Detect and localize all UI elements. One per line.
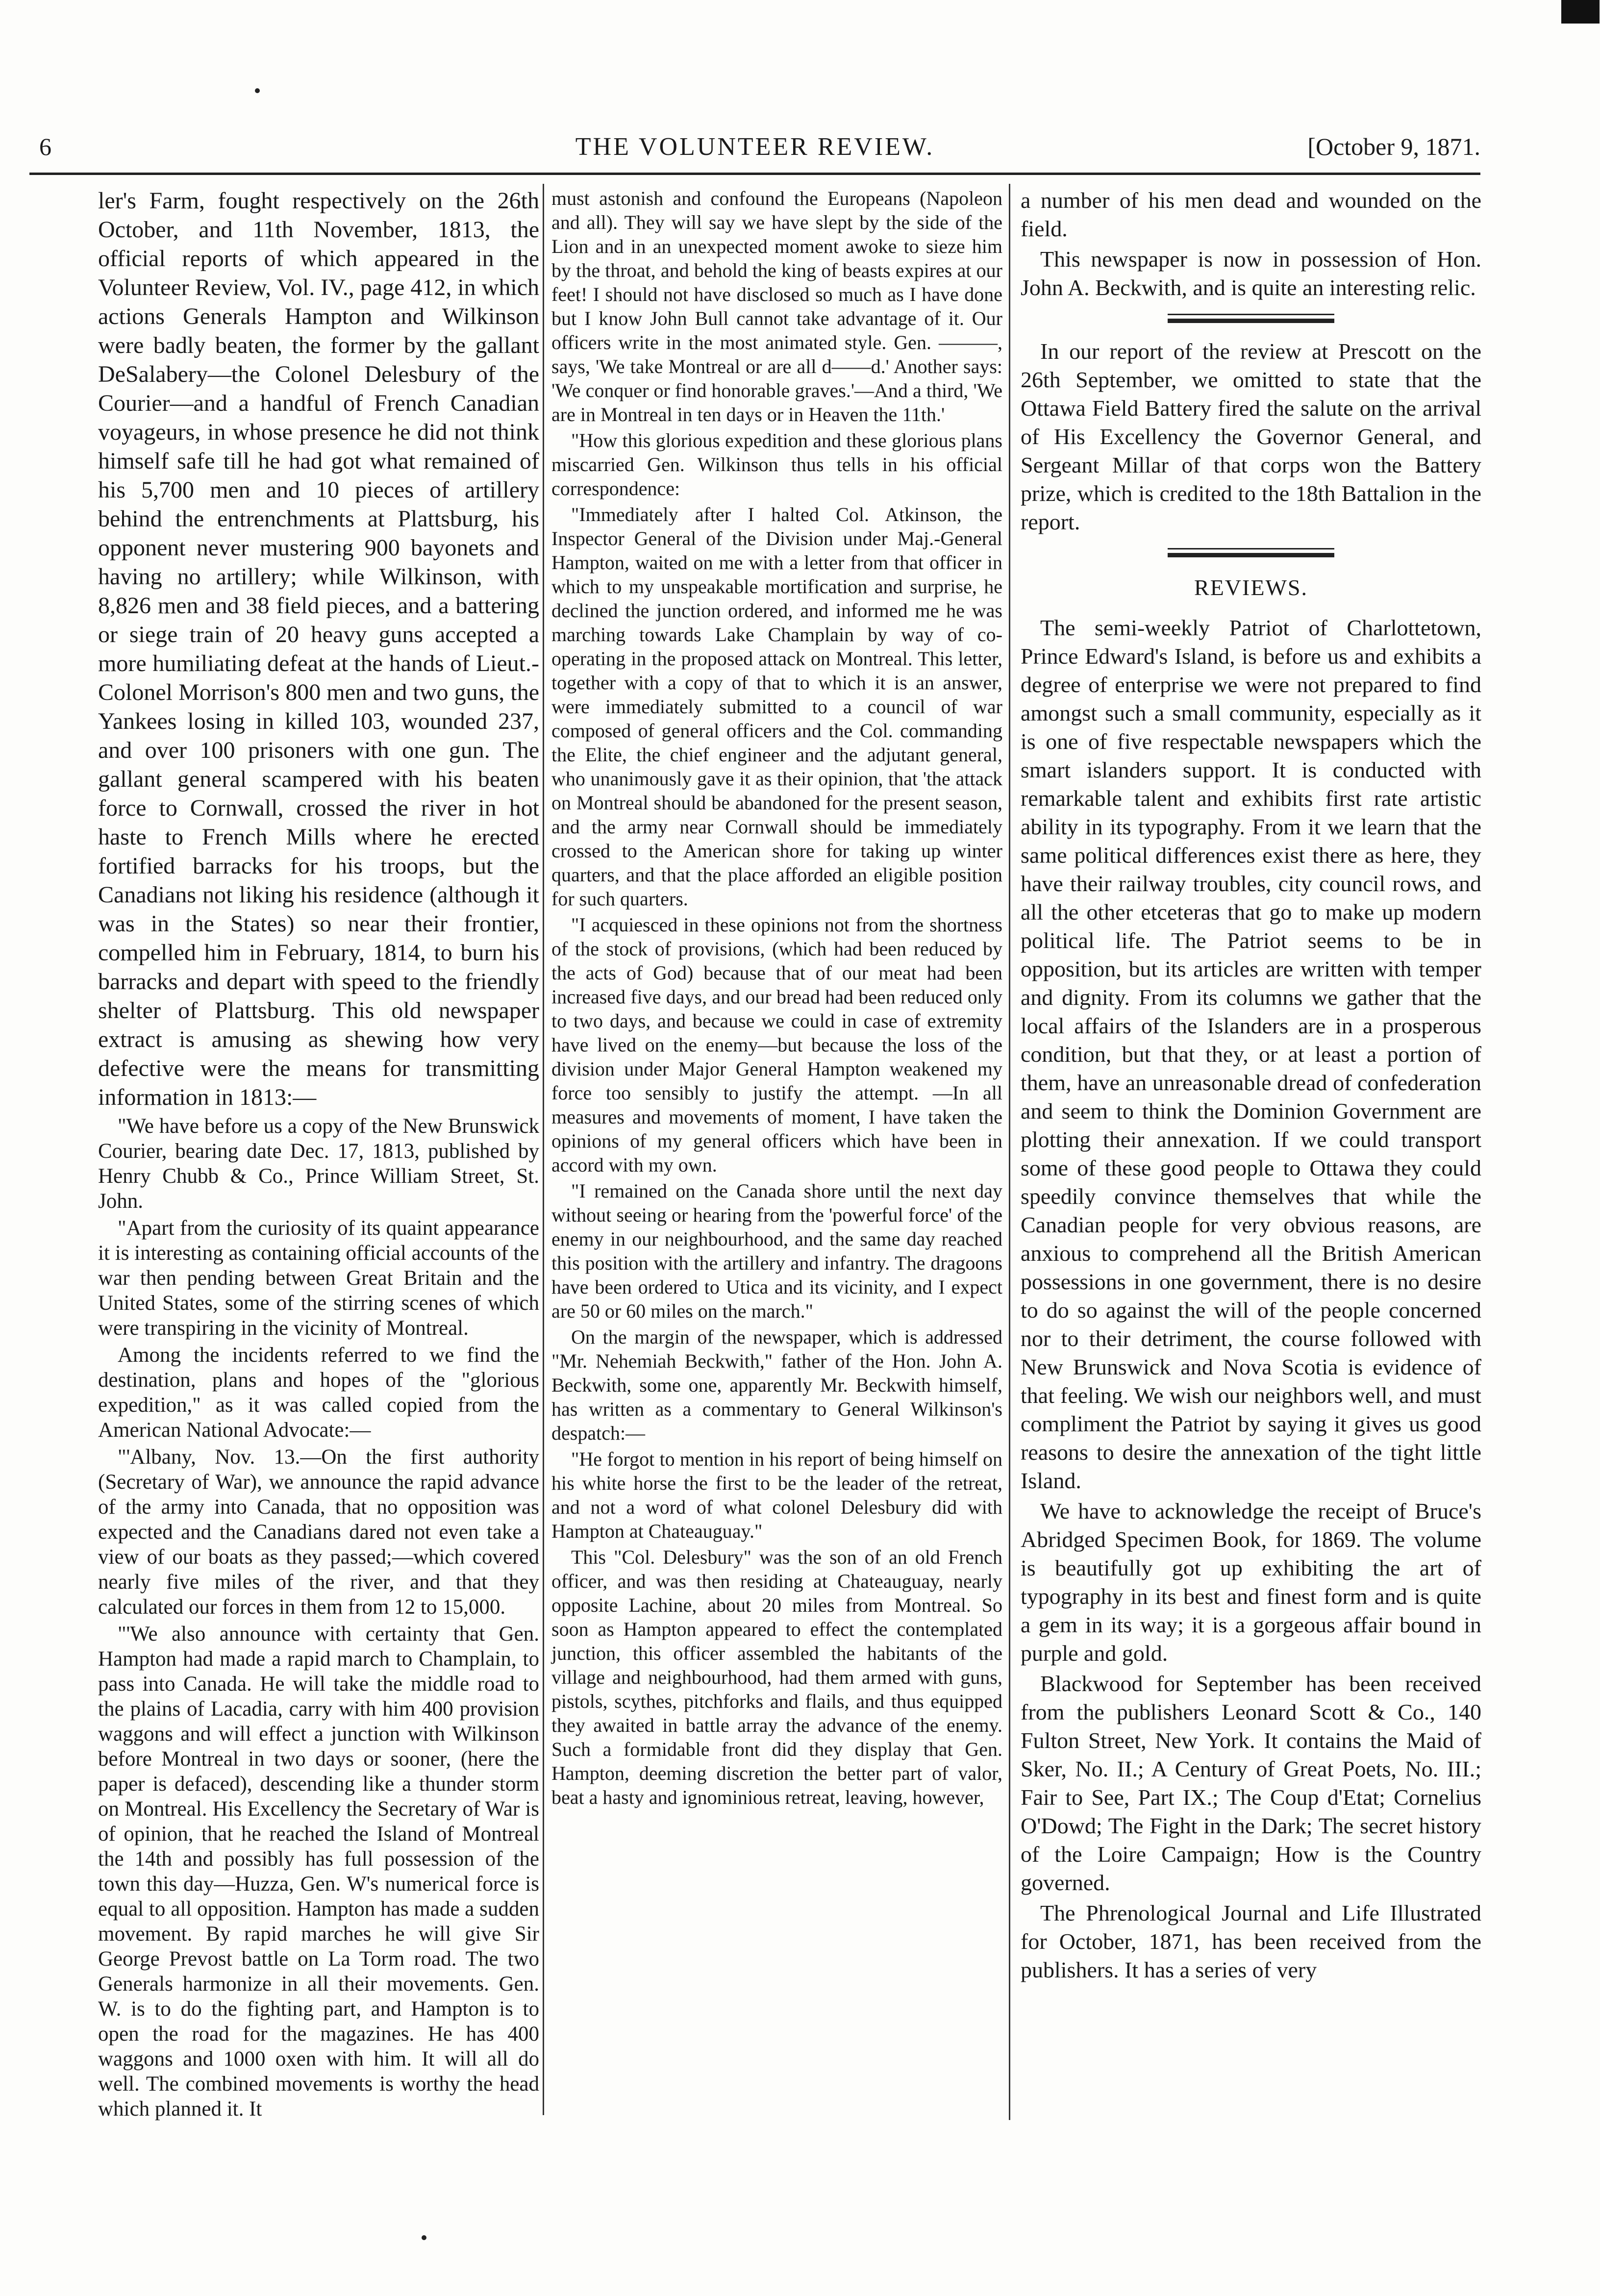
article-paragraph: a number of his men dead and wounded on the field. [1021,188,1481,241]
column-divider [1009,184,1010,2120]
column-3 [1021,186,1481,2100]
scan-speck [422,2235,426,2240]
page-number: 6 [39,133,51,160]
review-paragraph: The Phrenological Journal and Life Illustrated for October, 1871, has been received from the publishers. It has a series of very [1021,1900,1481,1982]
section-separator [1021,310,1481,329]
column-2 [551,186,1002,2100]
review-paragraph: The semi-weekly Patriot of Charlottetown, Prince Edward's Island, is before us and exhibits a degree of enterprise we were not prepared to find amongst such a small community, especially as it is one of five respectable newspapers which the smart islanders support. It is conducted with remarkable talent and exhibits first rate artistic ability in its typography. From it we learn that the same political differences exist there as here, they have their railway troubles, city council rows, and all the other etceteras that go to make up modern political life. The Patriot seems to be in opposition, but its articles are written with temper and dignity. From its columns we gather that the local affairs of the Islanders are in a prosperous condition, but that they, or at least a portion of them, have an unreasonable dread of confederation and seem to think the Dominion Government are plotting their annexation. If we could transport some of these good people to Ottawa they could speedily convince themselves that while the Canadian people for very obvious reasons, are anxious to comprehend all the British American possessions in one government, there is no desire to do so against the will of the people concerned nor to their detriment, the course followed with New Brunswick and Nova Scotia is evidence of that feeling. We wish our neighbors well, and must compliment the Patriot by saying it gives us good reasons to desire the annexation of the tight little Island. [1021,615,1481,1493]
article-paragraph: This "Col. Delesbury" was the son of an old French officer, and was then residing at Chateauguay, nearly opposite Lachine, about 20 miles from Montreal. So soon as Hampton appeared to effect the contemplated junction, this officer assembled the habitants of the village and neighbourhood, had them armed with guns, pistols, scythes, pitchforks and flails, and thus equipped they awaited in battle array the advance of the enemy. Such a formidable front did they display that Gen. Hampton, deeming discretion the better part of valor, beat a hasty and ignominious retreat, leaving, however, [551,1546,1002,1808]
scan-corner-mark [1561,0,1600,24]
section-heading: REVIEWS. [1194,575,1308,600]
scan-speck [255,88,260,93]
section-separator [1021,544,1481,564]
column-1 [98,186,539,2121]
review-paragraph: We have to acknowledge the receipt of Bruce's Abridged Specimen Book, for 1869. The volume is beautifully got up exhibiting the art of typography in its best and finest form and is quite a gem in its way; it is a gorgeous affair bound in purple and gold. [1021,1498,1481,1666]
quoted-paragraph: "We have before us a copy of the New Brunswick Courier, bearing date Dec. 17, 1813, published by Henry Chubb & Co., Prince William Street, St. John. [98,1115,539,1213]
article-paragraph: "I remained on the Canada shore until the next day without seeing or hearing from the 'powerful force' of the enemy in our neighbourhood, and the same day reached this position with the artillery and infantry. The dragoons have been ordered to Utica and its vicinity, and I expect are 50 or 60 miles on the march." [551,1180,1002,1322]
article-paragraph: "He forgot to mention in his report of being himself on his white horse the first to be the leader of the retreat, and not a word of what colonel Delesbury did with Hampton at Chateauguay." [551,1448,1002,1542]
article-paragraph: ler's Farm, fought respectively on the 26th October, and 11th November, 1813, the official reports of which appeared in the Volunteer Review, Vol. IV., page 412, in which actions Generals Hampton and Wilkinson were badly beaten, the former by the gallant DeSalabery—the Colonel Delesbury of the Courier—and a handful of French Canadian voyageurs, in whose presence he did not think himself safe till he had got what remained of his 5,700 men and 10 pieces of artillery behind the entrenchments at Plattsburg, his opponent never mustering 900 bayonets and having no artillery; while Wilkinson, with 8,826 men and 38 field pieces, and a battering or siege train of 20 heavy guns accepted a more humiliating defeat at the hands of Lieut.-Colonel Morrison's 800 men and two guns, the Yankees losing in killed 103, wounded 237, and over 100 prisoners with one gun. The gallant general scampered with his beaten force to Cornwall, crossed the river in hot haste to French Mills where he erected fortified barracks for his troops, but the Canadians not liking his residence (although it was in the States) so near their frontier, compelled him in February, 1814, to burn his barracks and depart with speed to the friendly shelter of Plattsburg. This old newspaper extract is amusing as shewing how very defective were the means for transmitting information in 1813:— [98,188,539,1110]
newspaper-title: THE VOLUNTEER REVIEW. [575,133,935,161]
review-paragraph: Blackwood for September has been received from the publishers Leonard Scott & Co., 140 Fulton Street, New York. It contains the Maid of Sker, No. II.; A Century of Great Poets, No. III.; Fair to See, Part IX.; The Coup d'Etat; Cornelius O'Dowd; The Fight in the Dark; The secret history of the Loire Campaign; How is the Country governed. [1021,1671,1481,1895]
issue-date: [October 9, 1871. [1307,133,1480,160]
page-header [29,127,1480,172]
article-paragraph: This newspaper is now in possession of Hon. John A. Beckwith, and is quite an interesting relic. [1021,247,1481,300]
header-rule [29,173,1480,175]
article-paragraph: "How this glorious expedition and these glorious plans miscarried Gen. Wilkinson thus tells in his official correspondence: [551,429,1002,499]
quoted-paragraph: "Apart from the curiosity of its quaint appearance it is interesting as containing official accounts of the war then pending between Great Britain and the United States, some of the stirring scenes of which were transpiring in the vicinity of Montreal. [98,1217,539,1340]
article-paragraph: On the margin of the newspaper, which is addressed "Mr. Nehemiah Beckwith," father of the Hon. John A. Beckwith, some one, apparently Mr. Beckwith himself, has written as a commentary to General Wilkinson's despatch:— [551,1326,1002,1444]
article-paragraph: must astonish and confound the Europeans (Napoleon and all). They will say we have slept by the side of the Lion and in an unexpected moment awoke to sieze him by the throat, and behold the king of beasts expires at our feet! I should not have disclosed so much as I have done but I know John Bull cannot take advantage of it. Our officers write in the most animated style. Gen. ———, says, 'We take Montreal or are all d——d.' Another says: 'We conquer or find honorable graves.'—And a third, 'We are in Montreal in ten days or in Heaven the 11th.' [551,187,1002,425]
quoted-paragraph: Among the incidents referred to we find the destination, plans and hopes of the "glorious expedition," as it was called copied from the American National Advocate:— [98,1344,539,1442]
quoted-paragraph: "'We also announce with certainty that Gen. Hampton had made a rapid march to Champlain, to pass into Canada. He will take the middle road to the plains of Lacadia, carry with him 400 provision waggons and will effect a junction with Wilkinson before Montreal in two days or sooner, (here the paper is defaced), descending like a thunder storm on Montreal. His Excellency the Secretary of War is of opinion, that he reached the Island of Montreal the 14th and possibly has full possession of the town this day—Huzza, Gen. W's numerical force is equal to all opposition. Hampton has made a sudden movement. By rapid marches he will give Sir George Prevost battle on La Torm road. The two Generals harmonize in all their movements. Gen. W. is to do the fighting part, and Hampton is to open the road for the magazines. He has 400 waggons and 1000 oxen with him. It will all do well. The combined movements is worthy the head which planned it. It [98,1622,539,2121]
quoted-paragraph: "'Albany, Nov. 13.—On the first authority (Secretary of War), we announce the rapid advance of the army into Canada, that no opposition was expected and the Canadians dared not even take a view of our boats as they passed;—which covered nearly five miles of the river, and that they calculated our forces in them from 12 to 15,000. [98,1446,539,1619]
article-paragraph: "I acquiesced in these opinions not from the shortness of the stock of provisions, (which had been reduced by the acts of God) because that of our meat had been increased five days, and our bread had been reduced only to two days, and because we could in case of extremity have lived on the enemy—but because the loss of the division under Major General Hampton weakened my force too sensibly to justify the attempt. —In all measures and movements of moment, I have taken the opinions of my general officers which have been in accord with my own. [551,914,1002,1176]
article-paragraph: "Immediately after I halted Col. Atkinson, the Inspector General of the Division under Maj.-General Hampton, waited on me with a letter from that officer in which to my unspeakable mortification and surprise, he declined the junction ordered, and informed me he was marching towards Lake Champlain by way of co-operating in the proposed attack on Montreal. This letter, together with a copy of that to which it is an answer, were immediately submitted to a council of war composed of general officers and the Col. commanding the Elite, the chief engineer and the adjutant general, who unanimously gave it as their opinion, that 'the attack on Montreal should be abandoned for the present season, and the army near Cornwall should be immediately crossed to the American shore for taking up winter quarters, and that the place afforded an eligible position for such quarters. [551,503,1002,910]
column-divider [543,184,544,2115]
article-paragraph: In our report of the review at Prescott on the 26th September, we omitted to state that the Ottawa Field Battery fired the salute on the arrival of His Excellency the Governor General, and Sergeant Millar of that corps won the Battery prize, which is credited to the 18th Battalion in the report. [1021,339,1481,534]
